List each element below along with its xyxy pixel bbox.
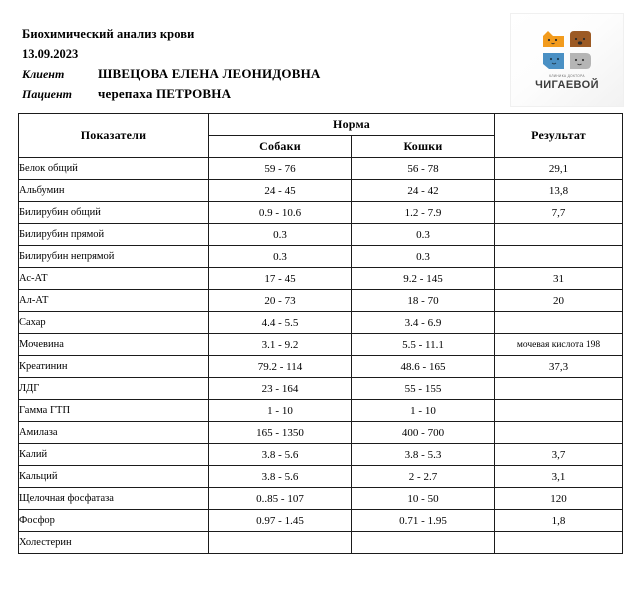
cell-norm-dogs: 24 - 45: [209, 180, 352, 202]
cell-indicator: Мочевина: [19, 334, 209, 356]
cell-indicator: Ал-АТ: [19, 290, 209, 312]
cell-indicator: Гамма ГТП: [19, 400, 209, 422]
cell-norm-dogs: 165 - 1350: [209, 422, 352, 444]
bird-head-icon: [541, 51, 566, 71]
table-row: [19, 158, 623, 180]
cell-norm-dogs: 0.3: [209, 224, 352, 246]
cell-norm-dogs: 79.2 - 114: [209, 356, 352, 378]
table-row: [19, 224, 623, 246]
table-row: [19, 246, 623, 268]
client-label: Клиент: [22, 67, 65, 81]
cell-norm-dogs: 23 - 164: [209, 378, 352, 400]
page-title: Биохимический анализ крови: [22, 27, 195, 41]
cell-norm-cats: 56 - 78: [352, 158, 495, 180]
cell-result: [495, 400, 623, 422]
cell-norm-dogs: 4.4 - 5.5: [209, 312, 352, 334]
cell-result: [495, 378, 623, 400]
cell-norm-cats: 9.2 - 145: [352, 268, 495, 290]
logo-clinic-name: ЧИГАЕВОЙ: [535, 79, 599, 91]
cell-norm-dogs: 0..85 - 107: [209, 488, 352, 510]
cell-norm-dogs: 3.8 - 5.6: [209, 466, 352, 488]
table-row: [19, 290, 623, 312]
table-row: [19, 510, 623, 532]
table-row: [19, 202, 623, 224]
rabbit-head-icon: [568, 51, 593, 71]
cell-norm-cats: 2 - 2.7: [352, 466, 495, 488]
cell-norm-cats: 400 - 700: [352, 422, 495, 444]
cell-norm-cats: 10 - 50: [352, 488, 495, 510]
cell-norm-dogs: 3.1 - 9.2: [209, 334, 352, 356]
cell-result: 3,7: [495, 444, 623, 466]
document-date: 13.09.2023: [22, 47, 79, 61]
table-row: [19, 180, 623, 202]
cell-result: мочевая кислота 198: [495, 334, 623, 356]
cell-norm-dogs: 17 - 45: [209, 268, 352, 290]
cell-norm-dogs: 1 - 10: [209, 400, 352, 422]
cell-indicator: Альбумин: [19, 180, 209, 202]
cell-result: [495, 422, 623, 444]
cell-norm-cats: 18 - 70: [352, 290, 495, 312]
cell-norm-cats: [352, 532, 495, 554]
cell-norm-dogs: 59 - 76: [209, 158, 352, 180]
cell-norm-dogs: 0.3: [209, 246, 352, 268]
cell-norm-cats: 3.8 - 5.3: [352, 444, 495, 466]
cell-norm-dogs: 0.97 - 1.45: [209, 510, 352, 532]
cell-norm-cats: 24 - 42: [352, 180, 495, 202]
cell-result: [495, 246, 623, 268]
cell-indicator: Ас-АТ: [19, 268, 209, 290]
cell-indicator: Креатинин: [19, 356, 209, 378]
cell-result: 3,1: [495, 466, 623, 488]
blood-analysis-table: [18, 113, 623, 554]
table-row: [19, 444, 623, 466]
cell-norm-cats: 0.3: [352, 246, 495, 268]
cell-norm-cats: 0.71 - 1.95: [352, 510, 495, 532]
patient-species: черепаха: [98, 86, 153, 101]
cell-norm-cats: 0.3: [352, 224, 495, 246]
table-row: [19, 422, 623, 444]
table-header: [19, 114, 623, 158]
table-row: [19, 532, 623, 554]
cell-indicator: Билирубин непрямой: [19, 246, 209, 268]
document-header: [22, 24, 492, 104]
cell-indicator: Щелочная фосфатаза: [19, 488, 209, 510]
cell-norm-dogs: 3.8 - 5.6: [209, 444, 352, 466]
patient-row: [22, 84, 492, 104]
cell-indicator: Фосфор: [19, 510, 209, 532]
cell-norm-dogs: 0.9 - 10.6: [209, 202, 352, 224]
cell-norm-cats: 55 - 155: [352, 378, 495, 400]
table-header-row-1: [19, 114, 623, 136]
client-name: ШВЕЦОВА ЕЛЕНА ЛЕОНИДОВНА: [98, 66, 321, 81]
cell-result: [495, 224, 623, 246]
cell-indicator: Кальций: [19, 466, 209, 488]
table-row: [19, 312, 623, 334]
table-row: [19, 400, 623, 422]
cell-result: 7,7: [495, 202, 623, 224]
cell-indicator: Билирубин прямой: [19, 224, 209, 246]
patient-value: [98, 84, 231, 103]
table-row: [19, 488, 623, 510]
logo-subtitle: КЛИНИКА ДОКТОРА: [549, 73, 585, 79]
column-header-result: Результат: [495, 114, 623, 158]
cell-norm-cats: 48.6 - 165: [352, 356, 495, 378]
cell-result: 20: [495, 290, 623, 312]
cell-result: 120: [495, 488, 623, 510]
table-row: [19, 268, 623, 290]
cell-result: 13,8: [495, 180, 623, 202]
dog-head-icon: [568, 29, 593, 49]
cell-result: [495, 312, 623, 334]
cell-norm-cats: 5.5 - 11.1: [352, 334, 495, 356]
table-body: [19, 158, 623, 554]
column-header-dogs: Собаки: [209, 136, 352, 158]
column-header-indicators: Показатели: [19, 114, 209, 158]
cell-norm-cats: 1 - 10: [352, 400, 495, 422]
table-row: [19, 466, 623, 488]
table-row: [19, 378, 623, 400]
cell-norm-cats: 1.2 - 7.9: [352, 202, 495, 224]
cell-indicator: Холестерин: [19, 532, 209, 554]
cell-indicator: Сахар: [19, 312, 209, 334]
client-row: [22, 64, 492, 84]
column-header-cats: Кошки: [352, 136, 495, 158]
logo-animal-icons: [541, 29, 593, 71]
cat-head-icon: [541, 29, 566, 49]
cell-result: 31: [495, 268, 623, 290]
cell-result: 29,1: [495, 158, 623, 180]
patient-name: ПЕТРОВНА: [155, 86, 232, 101]
cell-indicator: Амилаза: [19, 422, 209, 444]
table-row: [19, 356, 623, 378]
clinic-logo: [511, 14, 623, 106]
cell-indicator: ЛДГ: [19, 378, 209, 400]
cell-result: [495, 532, 623, 554]
cell-result: 1,8: [495, 510, 623, 532]
cell-result: 37,3: [495, 356, 623, 378]
table-row: [19, 334, 623, 356]
column-header-norm: Норма: [209, 114, 495, 136]
cell-indicator: Билирубин общий: [19, 202, 209, 224]
cell-norm-cats: 3.4 - 6.9: [352, 312, 495, 334]
patient-label: Пациент: [22, 87, 73, 101]
cell-norm-dogs: [209, 532, 352, 554]
cell-indicator: Калий: [19, 444, 209, 466]
cell-norm-dogs: 20 - 73: [209, 290, 352, 312]
cell-indicator: Белок общий: [19, 158, 209, 180]
